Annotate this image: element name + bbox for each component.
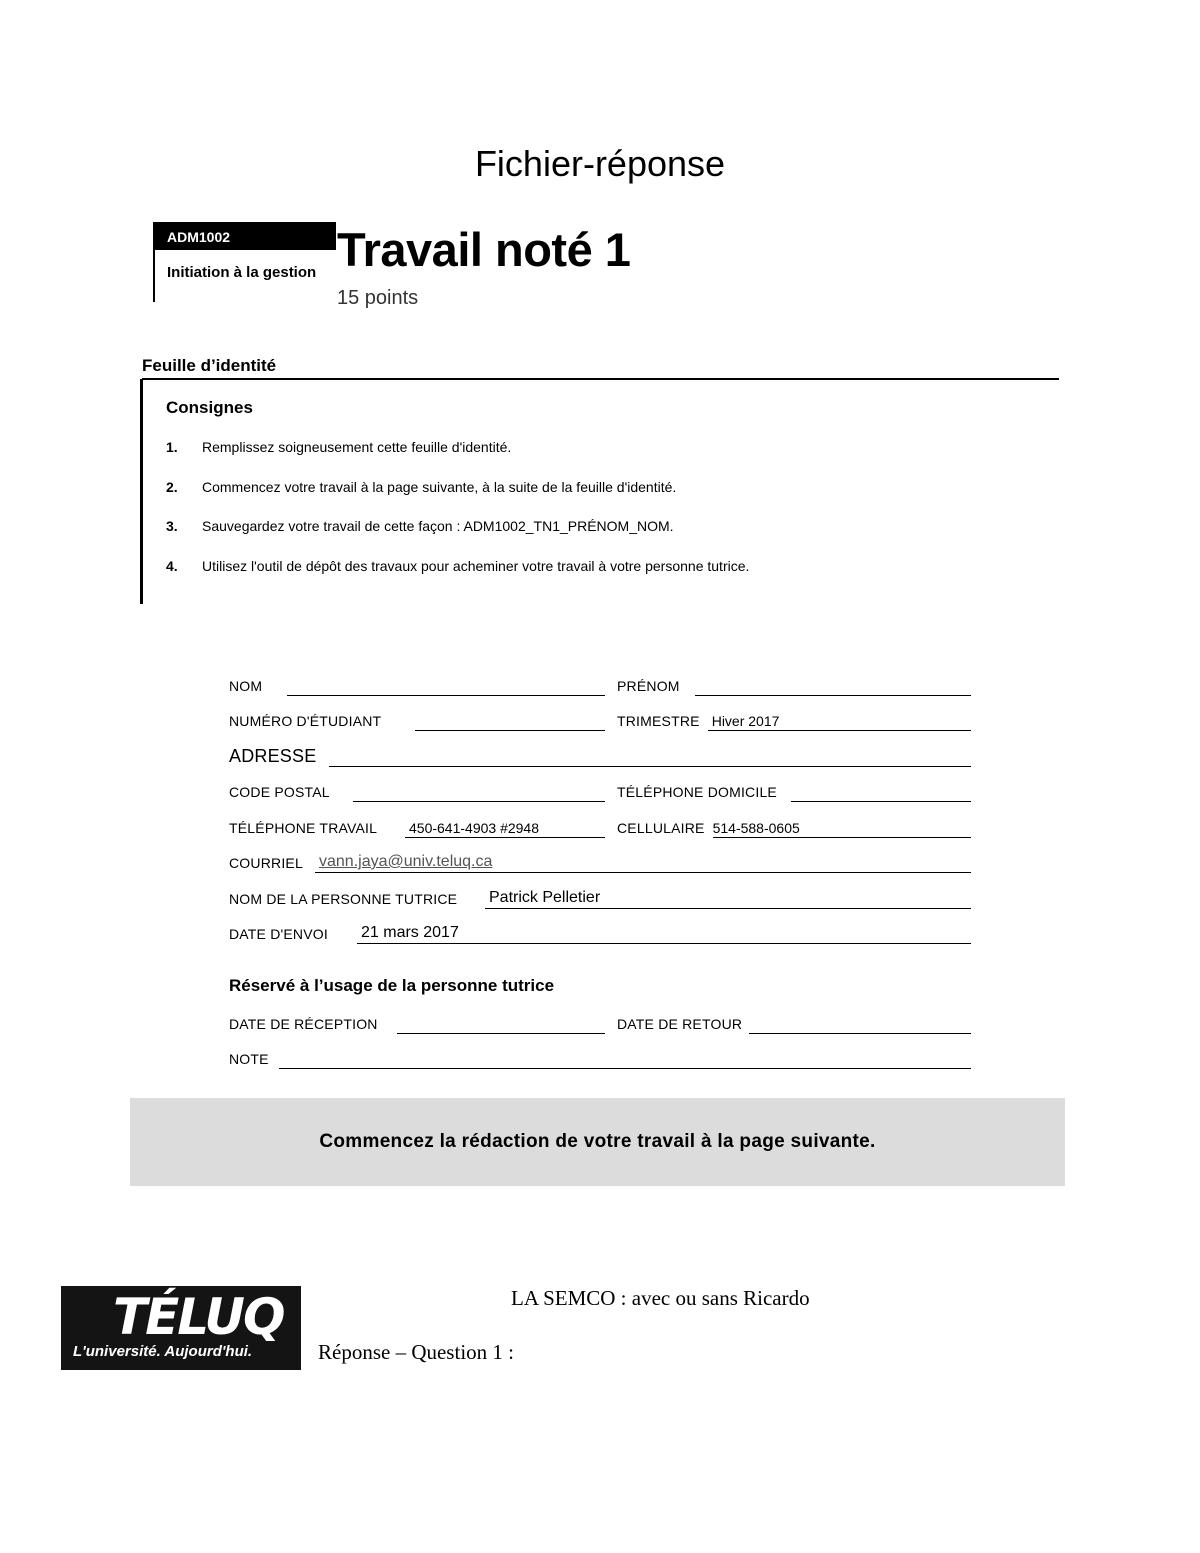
date-envoi-field[interactable] — [357, 924, 971, 944]
tel-travail-value: 450-641-4903 #2948 — [409, 819, 540, 836]
case-title: LA SEMCO : avec ou sans Ricardo — [511, 1286, 810, 1310]
note-field[interactable] — [279, 1049, 971, 1069]
prenom-field[interactable] — [695, 676, 971, 696]
code-postal-field[interactable] — [353, 782, 605, 802]
tel-domicile-field[interactable] — [791, 782, 971, 802]
courriel-link[interactable]: vann.jaya@univ.teluq.ca — [319, 853, 493, 870]
nom-label: NOM — [229, 677, 263, 694]
numero-field[interactable] — [415, 711, 605, 731]
form-row-numero — [229, 696, 971, 732]
course-code: ADM1002 — [155, 222, 336, 250]
form-row-tuteur — [229, 873, 971, 909]
courriel-label: COURRIEL — [229, 855, 303, 871]
trimestre-label: TRIMESTRE — [617, 713, 700, 729]
date-retour-label: DATE DE RETOUR — [617, 1015, 743, 1032]
work-title: Travail noté 1 — [337, 223, 631, 276]
form-row-courriel — [229, 838, 971, 874]
form-row-note — [229, 1034, 971, 1070]
date-retour-field[interactable] — [749, 1014, 971, 1034]
consigne-text: Commencez votre travail à la page suivante, à la suite de la feuille d'identité. — [202, 478, 677, 495]
consignes-box — [140, 379, 840, 604]
consigne-number: 4. — [166, 557, 178, 574]
adresse-label: ADRESSE — [229, 745, 317, 766]
date-envoi-value: 21 mars 2017 — [361, 924, 459, 941]
cellulaire-value: 514-588-0605 — [712, 819, 800, 836]
code-postal-label: CODE POSTAL — [229, 784, 330, 800]
date-reception-field[interactable] — [397, 1014, 605, 1034]
form-row-adresse — [229, 731, 971, 767]
tuteur-label: NOM DE LA PERSONNE TUTRICE — [229, 890, 458, 907]
date-reception-label: DATE DE RÉCEPTION — [229, 1015, 378, 1032]
banner-text: Commencez la rédaction de votre travail à la page suivante. — [319, 1131, 876, 1152]
logo-wordmark: TÉLUQ — [113, 1288, 284, 1346]
adresse-field[interactable] — [329, 747, 971, 767]
identity-form — [229, 660, 971, 1069]
identity-section-title: Feuille d’identité — [142, 356, 277, 375]
note-label: NOTE — [229, 1051, 269, 1067]
tuteur-value: Patrick Pelletier — [489, 888, 601, 906]
consigne-item — [166, 479, 749, 519]
tuteur-field[interactable] — [485, 889, 971, 909]
reserve-title: Réservé à l’usage de la personne tutrice — [229, 976, 555, 995]
consigne-item — [166, 518, 749, 558]
consigne-item — [166, 558, 749, 598]
next-page-banner — [130, 1098, 1065, 1186]
form-row-nom — [229, 660, 971, 696]
prenom-label: PRÉNOM — [617, 677, 680, 694]
course-name: Initiation à la gestion — [167, 264, 317, 281]
document-title: Fichier-réponse — [474, 143, 726, 184]
cellulaire-field[interactable] — [713, 818, 971, 838]
trimestre-field[interactable] — [708, 711, 971, 731]
consigne-text: Sauvegardez votre travail de cette façon : ADM1002_TN1_PRÉNOM_NOM. — [202, 518, 674, 534]
form-row-code-postal — [229, 767, 971, 803]
consigne-number: 2. — [166, 478, 178, 495]
teluq-logo — [61, 1286, 301, 1370]
form-row-date-envoi — [229, 909, 971, 945]
tel-travail-label: TÉLÉPHONE TRAVAIL — [229, 819, 378, 836]
form-row-tel-travail — [229, 802, 971, 838]
form-row-reception — [229, 998, 971, 1034]
tel-travail-field[interactable] — [405, 818, 605, 838]
tel-domicile-label: TÉLÉPHONE DOMICILE — [617, 784, 777, 800]
consigne-item — [166, 439, 749, 479]
work-points: 15 points — [337, 287, 419, 309]
logo-tagline: L'université. Aujourd'hui. — [73, 1343, 253, 1360]
consignes-list — [166, 439, 749, 597]
consigne-text: Utilisez l'outil de dépôt des travaux pour acheminer votre travail à votre personne tutrice. — [202, 557, 750, 574]
course-box — [153, 222, 336, 302]
consigne-number: 3. — [166, 518, 178, 534]
consignes-title: Consignes — [166, 398, 253, 417]
cellulaire-label: CELLULAIRE — [617, 819, 705, 836]
consigne-number: 1. — [166, 439, 178, 455]
date-envoi-label: DATE D'ENVOI — [229, 926, 328, 942]
answer-question-label: Réponse – Question 1 : — [318, 1340, 514, 1364]
consigne-text: Remplissez soigneusement cette feuille d'identité. — [202, 439, 512, 455]
numero-label: NUMÉRO D'ÉTUDIANT — [229, 713, 382, 729]
nom-field[interactable] — [287, 676, 605, 696]
trimestre-value: Hiver 2017 — [711, 713, 780, 729]
courriel-field[interactable] — [315, 853, 971, 873]
